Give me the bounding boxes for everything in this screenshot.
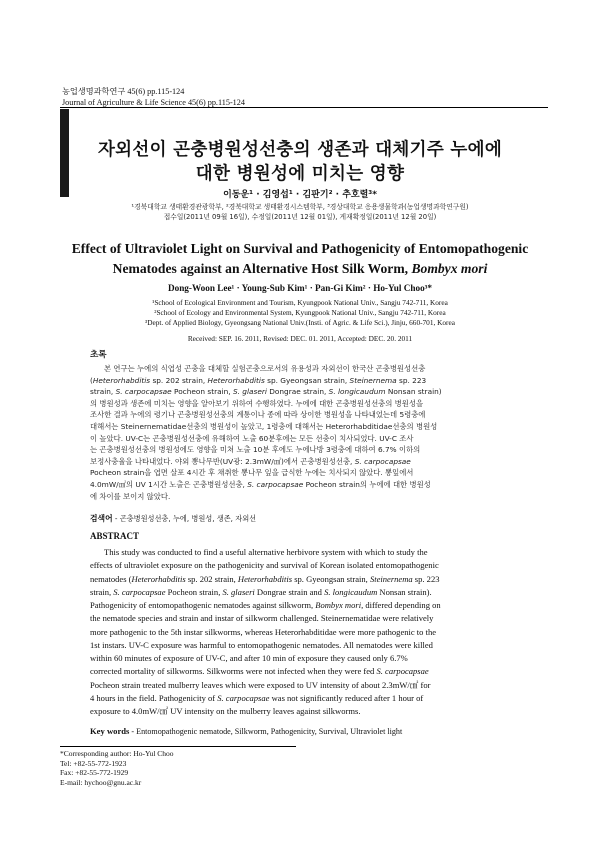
dates-english: Received: SEP. 16. 2011, Revised: DEC. 01. 2011, Accepted: DEC. 20. 2011 (187, 334, 413, 343)
abstract-ko-species: S. carpocapsae (354, 456, 411, 466)
abstract-ko-line: 의 병원성과 생존에 미치는 영향을 알아보기 위하여 수행하였다. 누에에 대한 곤충병원성선충의 병원성을 (90, 398, 424, 408)
abstract-en-genus: Heterorhabditis (237, 573, 293, 584)
abstract-en-text: Pathogenicity of entomopathogenic nematodes against silkworm, (90, 600, 316, 610)
abstract-ko-genus: Steinernema (349, 375, 397, 385)
title-english-species: Bombyx mori (411, 261, 488, 276)
abstract-en-line: exposure to 4.0mW/㎠ UV intensity on the mulberry leaves against silkworms. (90, 706, 361, 716)
authors-korean: 이동운¹ · 김영섭¹ · 김판기² · 추호렬³* (223, 190, 377, 200)
abstract-korean-heading: 초록 (90, 350, 107, 360)
abstract-en-text: 4 hours in the field. Pathogenicity of (90, 692, 218, 703)
abstract-en-species: Bombyx mori (315, 600, 362, 610)
abstract-ko-genus: Heterorhabditis (92, 375, 151, 385)
abstract-ko-species: S. glaseri (232, 387, 267, 397)
abstract-ko-species: S. carpocapsae (115, 387, 172, 397)
authors-english: Dong-Woon Lee¹ · Young-Sub Kim¹ · Pan-Gi Kim² · Ho-Yul Choo³* (167, 283, 433, 293)
header-rule (60, 107, 548, 108)
keywords-english-label: Key words (90, 726, 130, 736)
abstract-ko-text: 본 연구는 누에의 식엽성 곤충을 대체할 실험곤충으로서의 유용성과 자외선이 한국산 곤충병원성선충 (104, 364, 426, 373)
correspondence-footnote (60, 749, 174, 788)
journal-header (62, 86, 600, 108)
keywords-korean-label: 검색어 (90, 514, 113, 523)
title-korean (0, 138, 600, 186)
abstract-ko-text: Pocheon strain, (171, 387, 233, 397)
abstract-ko-text: sp. 202 strain, (150, 375, 208, 385)
abstract-ko-text: 보정사충율을 나타내었다. 야외 뽕나무반(UV광: 2.3mW/㎠)에서 곤충병원성선충, (90, 456, 355, 466)
affiliation-en-2: ²School of Ecology and Environmental System, Kyungpook National Univ., Sangju 742-711, Korea (154, 308, 446, 317)
abstract-en-line: effects of ultraviolet exposure on the pathogenicity and survival of Korean isolated entomopathogenic (90, 560, 439, 571)
affiliation-en-3: ³Dept. of Applied Biology, Gyeongsang National Univ.(Insti. of Agric. & Life Sci.), Jinju, 660-701, Korea (145, 318, 455, 327)
abstract-en-line (90, 665, 516, 678)
abstract-ko-text: sp. Gyeongsan strain, (264, 375, 350, 385)
keywords-korean-text: - 곤충병원성선충, 누에, 병원성, 생존, 자외선 (112, 514, 257, 523)
abstract-ko-line (90, 363, 516, 375)
abstract-en-text: , differed depending on (361, 600, 441, 610)
abstract-en-line (90, 573, 516, 586)
abstract-ko-line: 는 곤충병원성선충의 병원성에도 영향을 미쳐 노출 10분 후에도 누에나방 3령충에 대하여 6.7% 이하의 (90, 445, 421, 455)
abstract-ko-species: S. longicaudum (328, 387, 386, 397)
footnote-rule (60, 746, 296, 747)
keywords-english-text: - Entomopathogenic nematode, Silkworm, Pathogenicity, Survival, Ultraviolet light (129, 727, 403, 736)
abstract-en-line (90, 599, 516, 612)
abstract-english-body (90, 546, 516, 718)
abstract-ko-line: 대해서는 Steinernematidae선충의 병원성이 높았고, 1령충에 대해서는 Heterorhabditidae선충의 병원성 (90, 421, 438, 431)
abstract-ko-line: 조사한 결과 누에의 령기나 곤충병원성선충의 계통이나 종에 따라 상이한 병원성을 나타내었는데 5령충에 (90, 410, 426, 420)
title-english-line2-text: Nematodes against an Alternative Host Silk Worm, (112, 261, 412, 276)
abstract-ko-text: ( (90, 375, 93, 385)
abstract-ko-text: Dongrae strain, (266, 387, 329, 397)
corresponding-author: *Corresponding author: Ho-Yul Choo (60, 749, 174, 758)
title-korean-line1: 자외선이 곤충병원성선충의 생존과 대체기주 누에에 (97, 140, 503, 160)
abstract-ko-line: Pocheon strain을 엽면 살포 4시간 후 채취한 뽕나무 잎을 급식한 누에는 치사되지 않았다. 뽕잎에서 (90, 468, 414, 478)
title-english (0, 239, 600, 279)
affiliations-korean-line1: ¹경북대학교 생태환경관광학부, ²경북대학교 생태환경시스템학부, ³경상대학교 응용생물학과(농업생명과학연구원) (131, 203, 469, 211)
dates-korean: 접수일(2011년 09월 16일), 수정일(2011년 12월 01일), 게재확정일(2011년 12월 20일) (163, 213, 437, 221)
abstract-ko-line: 에 차이를 보이지 않았다. (90, 491, 171, 501)
abstract-en-text: corrected mortality of silkworms. Silkworms were not infected when they were fed (90, 666, 377, 677)
affiliations-korean (0, 202, 600, 222)
abstract-en-text: This study was conducted to find a useful alternative herbivore system with which to study the (104, 547, 428, 557)
abstract-ko-text: strain, (90, 387, 116, 397)
abstract-korean-body (90, 363, 516, 502)
abstract-en-species: S. carpocapsae (217, 692, 270, 703)
abstract-ko-line (90, 456, 516, 468)
title-english-line1: Effect of Ultraviolet Light on Survival and Pathogenicity of Entomopathogenic (71, 241, 529, 256)
abstract-en-line (90, 692, 516, 705)
abstract-en-species: S. glaseri (222, 586, 255, 597)
abstract-en-species: S. carpocapsae (113, 586, 166, 597)
abstract-en-line: more pathogenic to the 5th instar silkworms, whereas Heterorhabditidae were more pathogenic to the (90, 626, 437, 637)
abstract-ko-line (90, 375, 516, 387)
abstract-en-text: nematodes ( (90, 573, 132, 584)
abstract-en-line: Pocheon strain treated mulberry leaves which were exposed to UV intensity of about 2.3mW/㎠ for (90, 679, 431, 690)
journal-citation-en: Journal of Agriculture & Life Science 45(6) pp.115-124 (62, 98, 245, 107)
abstract-en-text: sp. 202 strain, (185, 573, 238, 584)
keywords-korean (90, 513, 256, 524)
abstract-english-heading: ABSTRACT (90, 531, 140, 541)
abstract-ko-line: 이 높았다. UV-C는 곤충병원성선충에 유해하여 노출 60분후에는 모든 선충이 치사되었다. UV-C 조사 (90, 433, 414, 443)
journal-citation-ko: 농업생명과학연구 45(6) pp.115-124 (62, 87, 185, 96)
abstract-ko-line (90, 479, 516, 491)
corresponding-tel: Tel: +82-55-772-1923 (60, 758, 127, 768)
abstract-en-line (90, 586, 516, 599)
corresponding-fax: Fax: +82-55-772-1929 (60, 768, 129, 778)
abstract-en-species: S. longicaudum (324, 586, 378, 597)
keywords-english (90, 726, 402, 736)
abstract-ko-genus: Heterorhabditis (207, 375, 265, 385)
abstract-en-text: was not significantly reduced after 1 hour of (269, 692, 424, 703)
abstract-en-line (90, 546, 516, 559)
abstract-en-genus: Steinernema (369, 573, 413, 584)
abstract-en-text: Pocheon strain, (165, 586, 223, 597)
affiliation-en-1: ¹School of Ecological Environment and Tourism, Kyungpook National Univ., Sangju 742-711, Korea (152, 298, 448, 307)
abstract-en-species: S. carpocapsae (376, 666, 429, 677)
abstract-en-text: Nonsan strain). (377, 586, 432, 597)
affiliations-english (0, 298, 600, 328)
title-english-line2 (0, 259, 600, 279)
corresponding-email: E-mail: hychoo@gnu.ac.kr (60, 778, 142, 788)
abstract-ko-species: S. carpocapsae (247, 479, 304, 489)
abstract-ko-text: Nonsan strain) (385, 387, 442, 397)
abstract-ko-line (90, 386, 516, 398)
abstract-en-text: strain, (90, 586, 114, 597)
abstract-en-genus: Heterorhabditis (131, 573, 186, 584)
abstract-en-line: 1st instars. UV-C exposure was harmful to entomopathogenic nematodes. All nematodes were killed (90, 639, 433, 650)
abstract-en-text: sp. Gyeongsan strain, (292, 573, 370, 584)
abstract-en-text: Dongrae strain and (254, 586, 325, 597)
abstract-en-text: sp. 223 (412, 573, 440, 584)
abstract-ko-text: Pocheon strain의 누에에 대한 병원성 (303, 479, 431, 489)
abstract-en-line: within 60 minutes of exposure of UV-C, and after 10 min of exposure they caused only 6.7% (90, 653, 408, 663)
abstract-ko-text: sp. 223 (396, 375, 427, 385)
abstract-en-line: the nematode species and strain and instar of silkworm challenged. Steinernematidae were relatively (90, 613, 434, 624)
abstract-ko-text: 4.0mW/㎠의 UV 1시간 노출은 곤충병원성선충, (90, 479, 248, 489)
title-korean-line2: 대한 병원성에 미치는 영향 (195, 164, 405, 184)
